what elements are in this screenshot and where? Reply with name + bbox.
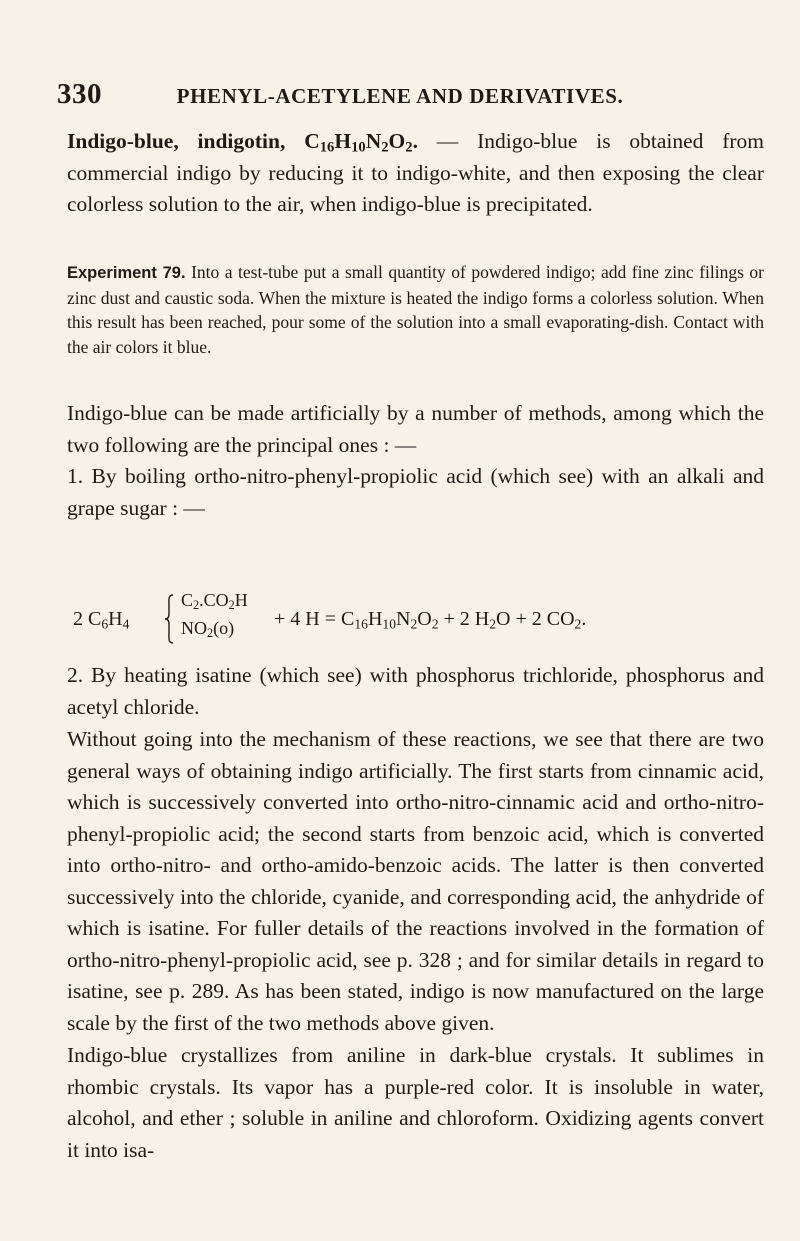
running-head: PHENYL-ACETYLENE AND DERIVATIVES. xyxy=(176,84,624,108)
brace-icon xyxy=(164,594,174,644)
methods-intro: Indigo-blue can be made artificially by a number of methods, among which the two following are the principal ones : — xyxy=(67,401,764,457)
experiment-text: Into a test-tube put a small quantity of powdered indigo; add fine zinc filings or zinc dust and caustic soda. When the mixture is heated the indigo forms a colorless solution. When this result has been reached, pour some of the solution into a small evaporating-dish. Contact with the air colors it blue. xyxy=(67,262,765,357)
intro-rest: — Indigo-blue is obtained from commercial indigo by reducing it to indigo-white, and then exposing the clear colorless solution to the air, when indigo-blue is precipitated. xyxy=(67,129,765,216)
equation-upper-group: $C_2.CO_2H$ xyxy=(181,590,248,613)
methods-block xyxy=(67,398,764,524)
intro-formula: $C_{16}H_{10}N_2O_2$. xyxy=(304,129,418,156)
properties-paragraph xyxy=(67,1040,764,1166)
experiment-block xyxy=(67,260,764,359)
mechanism-paragraph xyxy=(67,724,764,1039)
equation-lhs: 2 $C_6H_4$ xyxy=(73,608,130,632)
experiment-label: Experiment 79. xyxy=(67,264,186,282)
method-2-text: 2. By heating isatine (which see) with phosphorus trichloride, phosphorus and acetyl chloride. xyxy=(67,663,764,719)
intro-term: Indigo-blue, indigotin, xyxy=(67,129,286,153)
method-2 xyxy=(67,660,764,723)
page-header xyxy=(57,78,743,112)
properties-text: Indigo-blue crystallizes from aniline in dark-blue crystals. It sublimes in rhombic crystals. Its vapor has a purple-red color. It is insoluble in water, alcohol, and ether ; soluble in aniline and chloroform. Oxidizing agents convert it into isa- xyxy=(67,1043,764,1162)
mechanism-text: Without going into the mechanism of these reactions, we see that there are two general ways of obtaining indigo artificially. The first starts from cinnamic acid, which is successively converted into ortho-nitro-cinnamic acid and ortho-nitro-phenyl-propiolic acid; the second starts from benzoic acid, which is converted into ortho-nitro- and ortho-amido-benzoic acids. The latter is then converted successively into the chloride, cyanide, and corresponding acid, the anhydride of which is isatine. For fuller details of the reactions involved in the formation of ortho-nitro-phenyl-propiolic acid, see p. 328 ; and for similar details in regard to isatine, see p. 289. As has been stated, indigo is now manufactured on the large scale by the first of the two methods above given. xyxy=(67,727,764,1035)
page-number: 330 xyxy=(57,78,102,110)
equation-rhs: + 4 $H = C_{16}H_{10}N_2O_2 + 2$ $H_2O + 2$ $CO_2$. xyxy=(274,608,587,632)
method-1: 1. By boiling ortho-nitro-phenyl-propiolic acid (which see) with an alkali and grape sugar : — xyxy=(67,464,764,520)
intro-paragraph xyxy=(67,126,764,221)
chemical-equation xyxy=(67,588,764,652)
equation-lower-group: $NO_2(o)$ xyxy=(181,618,235,641)
